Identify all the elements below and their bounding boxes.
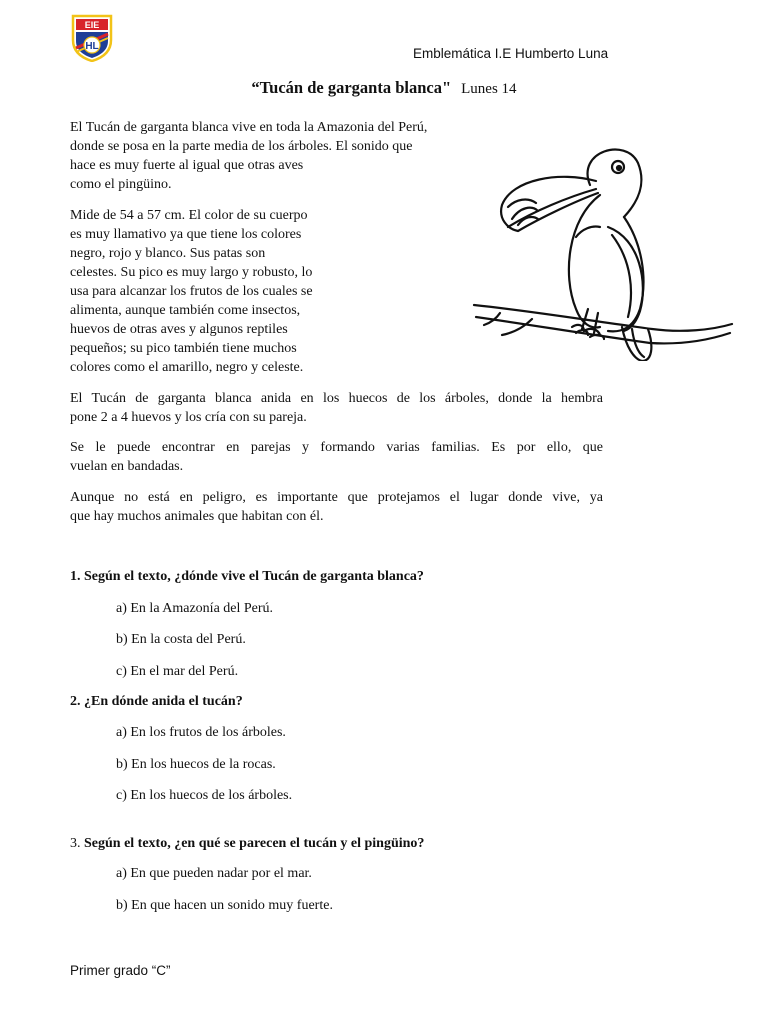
text-line: que hay muchos animales que habitan con él.: [70, 509, 324, 524]
paragraph-nesting: [70, 389, 603, 427]
option-3b[interactable]: b) En que hacen un sonido muy fuerte.: [116, 898, 333, 913]
question-number: 1.: [70, 569, 81, 584]
text-line: pone 2 a 4 huevos y los cría con su pareja.: [70, 410, 307, 425]
text-line: donde se posa en la parte media de los árboles. El sonido que: [70, 139, 413, 154]
option-3a[interactable]: a) En que pueden nadar por el mar.: [116, 866, 312, 881]
text-line: hace es muy fuerte al igual que otras aves: [70, 158, 304, 173]
question-text: ¿En dónde anida el tucán?: [84, 694, 243, 709]
school-logo: [70, 14, 114, 62]
option-1b[interactable]: b) En la costa del Perú.: [116, 632, 246, 647]
grade-label: Primer grado “C”: [70, 963, 171, 978]
option-2a[interactable]: a) En los frutos de los árboles.: [116, 725, 286, 740]
question-number: 3.: [70, 836, 81, 851]
logo-monogram: HL: [85, 41, 99, 52]
date-label: Lunes 14: [461, 81, 517, 97]
question-text: Según el texto, ¿en qué se parecen el tucán y el pingüino?: [84, 836, 425, 851]
question-number: 2.: [70, 694, 81, 709]
paragraph-protection: [70, 488, 603, 526]
text-line: pequeños; su pico también tiene muchos: [70, 341, 297, 356]
text-line: colores como el amarillo, negro y celeste.: [70, 360, 304, 375]
text-line: Aunque no está en peligro, es importante que protejamos el lugar donde vive, ya: [70, 490, 603, 505]
option-1a[interactable]: a) En la Amazonía del Perú.: [116, 601, 274, 616]
text-line: es muy llamativo ya que tiene los colores: [70, 227, 302, 242]
text-line: negro, rojo y blanco. Sus patas son: [70, 246, 266, 261]
paragraph-families: [70, 438, 603, 476]
question-3: [70, 836, 424, 852]
option-1c[interactable]: c) En el mar del Perú.: [116, 664, 239, 679]
text-line: huevos de otras aves y algunos reptiles: [70, 322, 288, 337]
toucan-illustration: [472, 133, 734, 361]
question-2: [70, 694, 243, 710]
text-line: celestes. Su pico es muy largo y robusto, lo: [70, 265, 313, 280]
paragraph-habitat: [70, 118, 470, 194]
text-line: alimenta, aunque también come insectos,: [70, 303, 301, 318]
text-line: vuelan en bandadas.: [70, 459, 184, 474]
text-line: Se le puede encontrar en parejas y formando varias familias. Es por ello, que: [70, 440, 603, 455]
page-title: [0, 78, 768, 98]
text-line: El Tucán de garganta blanca vive en toda la Amazonia del Perú,: [70, 120, 428, 135]
text-line: Mide de 54 a 57 cm. El color de su cuerpo: [70, 208, 308, 223]
school-name: Emblemática I.E Humberto Luna: [413, 46, 609, 61]
question-1: [70, 569, 424, 585]
option-2c[interactable]: c) En los huecos de los árboles.: [116, 788, 293, 803]
text-line: usa para alcanzar los frutos de los cuales se: [70, 284, 313, 299]
option-2b[interactable]: b) En los huecos de la rocas.: [116, 757, 276, 772]
logo-text: EIE: [84, 20, 100, 30]
paragraph-description: [70, 206, 355, 377]
text-line: El Tucán de garganta blanca anida en los huecos de los árboles, donde la hembra: [70, 391, 603, 406]
text-line: como el pingüino.: [70, 177, 172, 192]
reading-title: “Tucán de garganta blanca": [251, 78, 452, 97]
question-text: Según el texto, ¿dónde vive el Tucán de garganta blanca?: [84, 569, 424, 584]
